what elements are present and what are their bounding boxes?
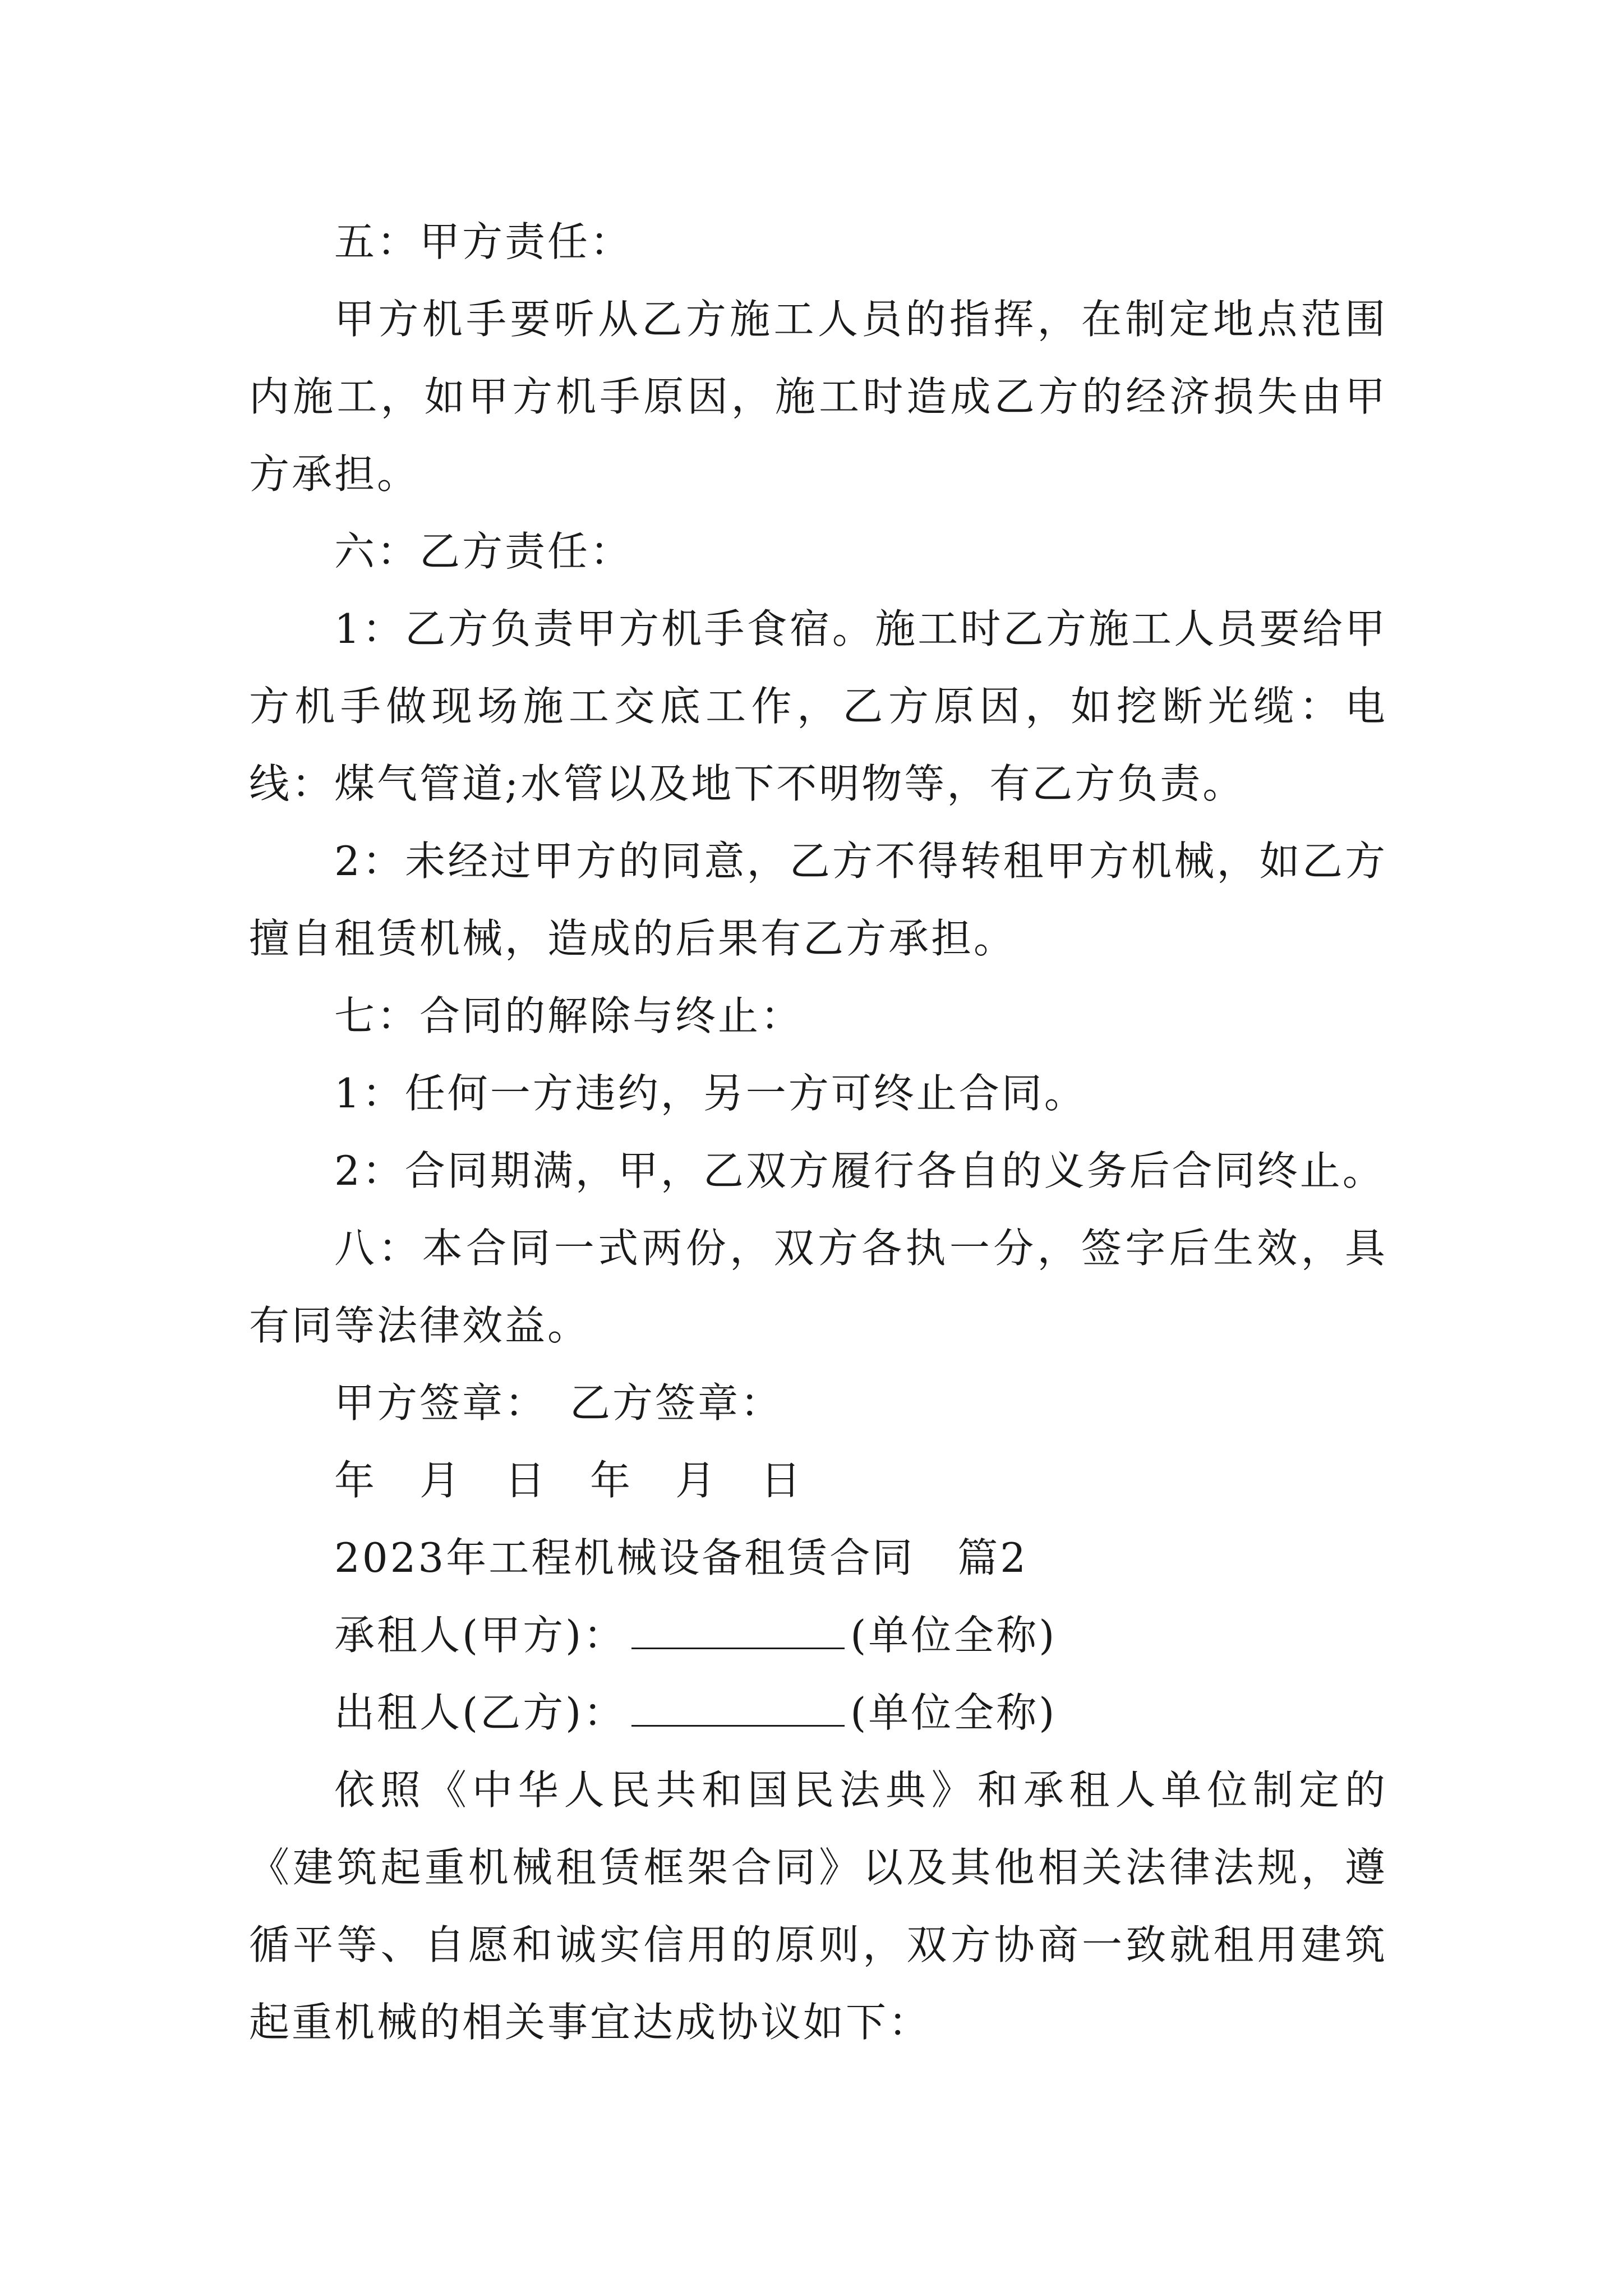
termination-clause-2: 2：合同期满，甲，乙双方履行各自的义务后合同终止。	[334, 1147, 1385, 1194]
copies-clause: 八：本合同一式两份，双方各执一分，签字后生效，具有同等法律效益。	[249, 1225, 1387, 1349]
lessee-blank-field	[631, 1603, 845, 1649]
lessee-note: (单位全称)	[850, 1612, 1057, 1659]
contract-2-title: 2023年工程机械设备租赁合同 篇2	[334, 1534, 1029, 1581]
document-body	[249, 203, 1387, 2061]
section-heading-party-a-duties: 五：甲方责任：	[334, 218, 633, 265]
section-heading-party-b-duties: 六：乙方责任：	[334, 528, 633, 575]
lessee-line	[249, 1596, 1387, 1674]
lessor-label: 出租人(乙方)：	[334, 1689, 626, 1736]
party-b-duty-2: 2：未经过甲方的同意，乙方不得转租甲方机械，如乙方擅自租赁机械，造成的后果有乙方承担。	[249, 838, 1387, 962]
party-b-duty-1: 1：乙方负责甲方机手食宿。施工时乙方施工人员要给甲方机手做现场施工交底工作，乙方原因，如挖断光缆：电线：煤气管道;水管以及地下不明物等，有乙方负责。	[249, 605, 1387, 807]
lessor-blank-field	[631, 1680, 845, 1727]
contract-preamble: 依照《中华人民共和国民法典》和承租人单位制定的《建筑起重机械租赁框架合同》以及其他相关法律法规，遵循平等、自愿和诚实信用的原则，双方协商一致就租用建筑起重机械的相关事宜达成协议如下：	[249, 1766, 1387, 2046]
date-line: 年 月 日 年 月 日	[334, 1457, 804, 1504]
signature-line: 甲方签章： 乙方签章：	[334, 1379, 783, 1427]
section-heading-termination: 七：合同的解除与终止：	[334, 992, 804, 1039]
lessor-line	[249, 1674, 1387, 1751]
termination-clause-1: 1：任何一方违约，另一方可终止合同。	[334, 1070, 1087, 1117]
lessee-label: 承租人(甲方)：	[334, 1612, 626, 1659]
lessor-note: (单位全称)	[850, 1689, 1057, 1736]
party-a-duties-text: 甲方机手要听从乙方施工人员的指挥，在制定地点范围内施工，如甲方机手原因，施工时造成乙方的经济损失由甲方承担。	[249, 296, 1387, 498]
